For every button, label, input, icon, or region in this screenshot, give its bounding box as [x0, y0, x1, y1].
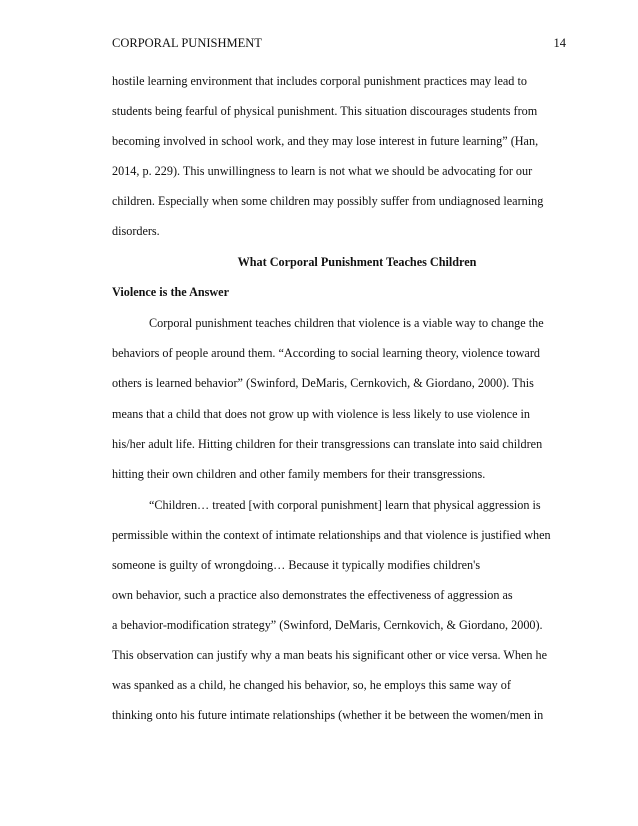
body-line: hitting their own children and other family members for their transgressions. — [112, 467, 486, 481]
body-line: a behavior-modification strategy” (Swinford, DeMaris, Cernkovich, & Giordano, 2000). — [112, 618, 543, 632]
body-line: behaviors of people around them. “According to social learning theory, violence toward — [112, 346, 540, 360]
body-line: thinking onto his future intimate relationships (whether it be between the women/men in — [112, 708, 544, 722]
page-number: 14 — [553, 36, 566, 50]
running-head: CORPORAL PUNISHMENT — [112, 36, 262, 50]
body-line: This observation can justify why a man beats his significant other or vice versa. When he — [112, 648, 548, 662]
page-header — [112, 36, 566, 54]
body-line: own behavior, such a practice also demonstrates the effectiveness of aggression as — [112, 588, 513, 602]
body-line: someone is guilty of wrongdoing… Because it typically modifies children's — [112, 558, 481, 572]
body-line: disorders. — [112, 224, 160, 238]
subsection-heading: Violence is the Answer — [112, 285, 230, 299]
body-line: 2014, p. 229). This unwillingness to learn is not what we should be advocating for our — [112, 164, 533, 178]
body-line: his/her adult life. Hitting children for their transgressions can translate into said children — [112, 437, 543, 451]
body-line: means that a child that does not grow up with violence is less likely to use violence in — [112, 407, 531, 421]
body-line: permissible within the context of intimate relationships and that violence is justified when — [112, 528, 551, 542]
body-line: hostile learning environment that includes corporal punishment practices may lead to — [112, 74, 527, 88]
body-line: children. Especially when some children may possibly suffer from undiagnosed learning — [112, 194, 544, 208]
body-line: Corporal punishment teaches children that violence is a viable way to change the — [149, 316, 544, 330]
body-line: students being fearful of physical punishment. This situation discourages students from — [112, 104, 538, 118]
body-line: others is learned behavior” (Swinford, DeMaris, Cernkovich, & Giordano, 2000). This — [112, 376, 534, 390]
body-line: was spanked as a child, he changed his behavior, so, he employs this same way of — [112, 678, 511, 692]
body-line: becoming involved in school work, and they may lose interest in future learning” (Han, — [112, 134, 539, 148]
body-line: “Children… treated [with corporal punishment] learn that physical aggression is — [149, 498, 541, 512]
section-heading: What Corporal Punishment Teaches Children — [237, 255, 477, 269]
